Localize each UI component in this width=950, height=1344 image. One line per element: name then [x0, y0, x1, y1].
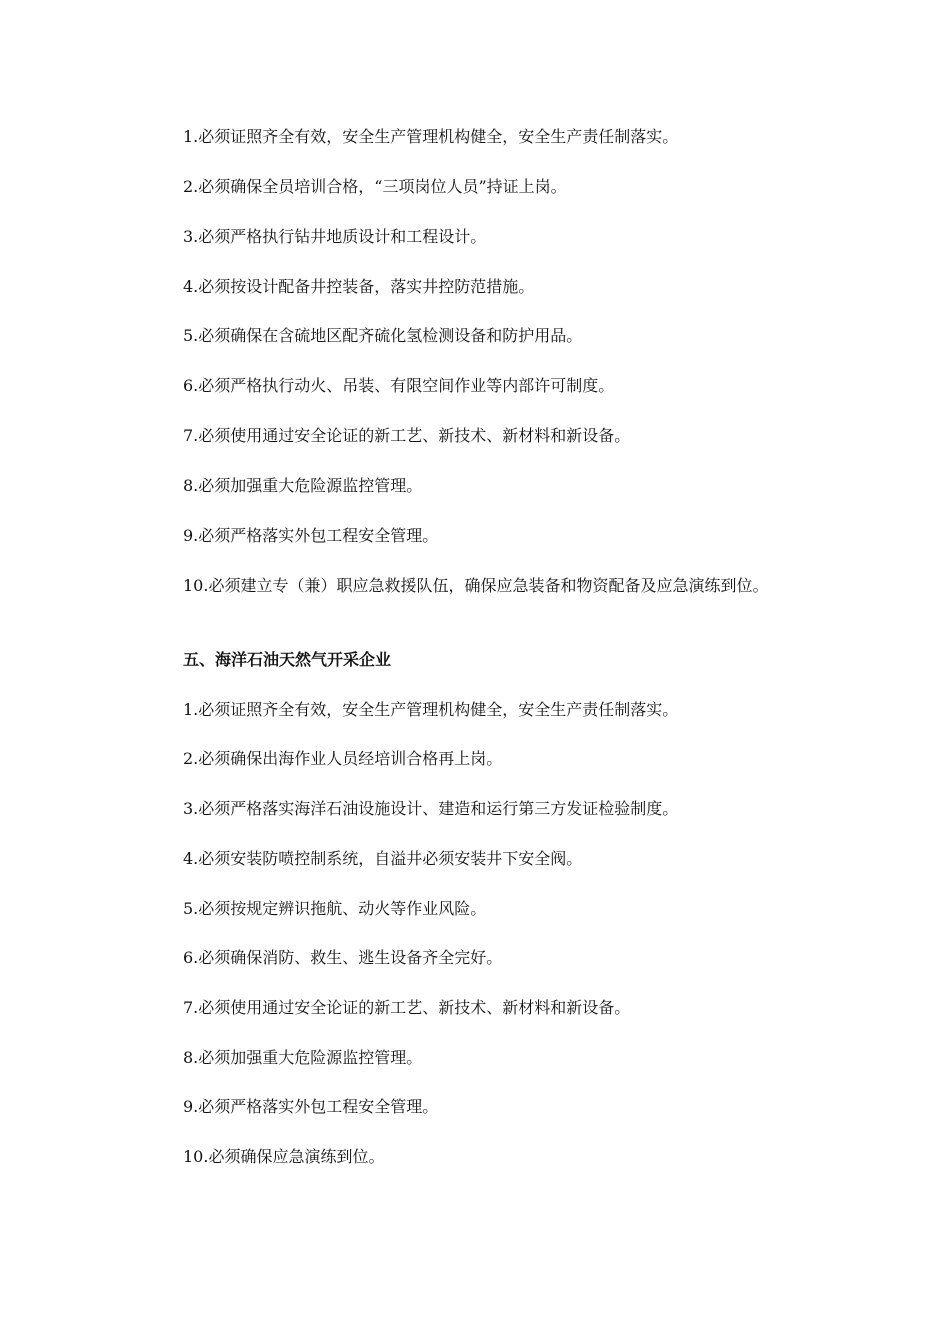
list-item: 2.必须确保全员培训合格，“三项岗位人员”持证上岗。 — [183, 177, 567, 196]
list-item: 8.必须加强重大危险源监控管理。 — [183, 476, 423, 495]
list-item: 7.必须使用通过安全论证的新工艺、新技术、新材料和新设备。 — [183, 998, 631, 1017]
list-item: 1.必须证照齐全有效，安全生产管理机构健全，安全生产责任制落实。 — [183, 127, 679, 146]
list-item: 8.必须加强重大危险源监控管理。 — [183, 1048, 423, 1067]
list-item: 5.必须确保在含硫地区配齐硫化氢检测设备和防护用品。 — [183, 326, 583, 345]
list-item: 9.必须严格落实外包工程安全管理。 — [183, 526, 439, 545]
list-item: 3.必须严格执行钻井地质设计和工程设计。 — [183, 227, 487, 246]
section-heading: 五、海洋石油天然气开采企业 — [183, 650, 392, 669]
list-item: 10.必须建立专（兼）职应急救援队伍，确保应急装备和物资配备及应急演练到位。 — [183, 576, 769, 595]
list-item: 1.必须证照齐全有效，安全生产管理机构健全，安全生产责任制落实。 — [183, 700, 679, 719]
list-item: 7.必须使用通过安全论证的新工艺、新技术、新材料和新设备。 — [183, 426, 631, 445]
list-item: 5.必须按规定辨识拖航、动火等作业风险。 — [183, 899, 487, 918]
list-item: 4.必须安装防喷控制系统，自溢井必须安装井下安全阀。 — [183, 849, 583, 868]
list-item: 10.必须确保应急演练到位。 — [183, 1147, 385, 1166]
list-item: 2.必须确保出海作业人员经培训合格再上岗。 — [183, 749, 503, 768]
list-item: 6.必须严格执行动火、吊装、有限空间作业等内部许可制度。 — [183, 376, 615, 395]
list-item: 3.必须严格落实海洋石油设施设计、建造和运行第三方发证检验制度。 — [183, 799, 679, 818]
list-item: 9.必须严格落实外包工程安全管理。 — [183, 1097, 439, 1116]
list-item: 6.必须确保消防、救生、逃生设备齐全完好。 — [183, 948, 503, 967]
list-item: 4.必须按设计配备井控装备，落实井控防范措施。 — [183, 277, 535, 296]
